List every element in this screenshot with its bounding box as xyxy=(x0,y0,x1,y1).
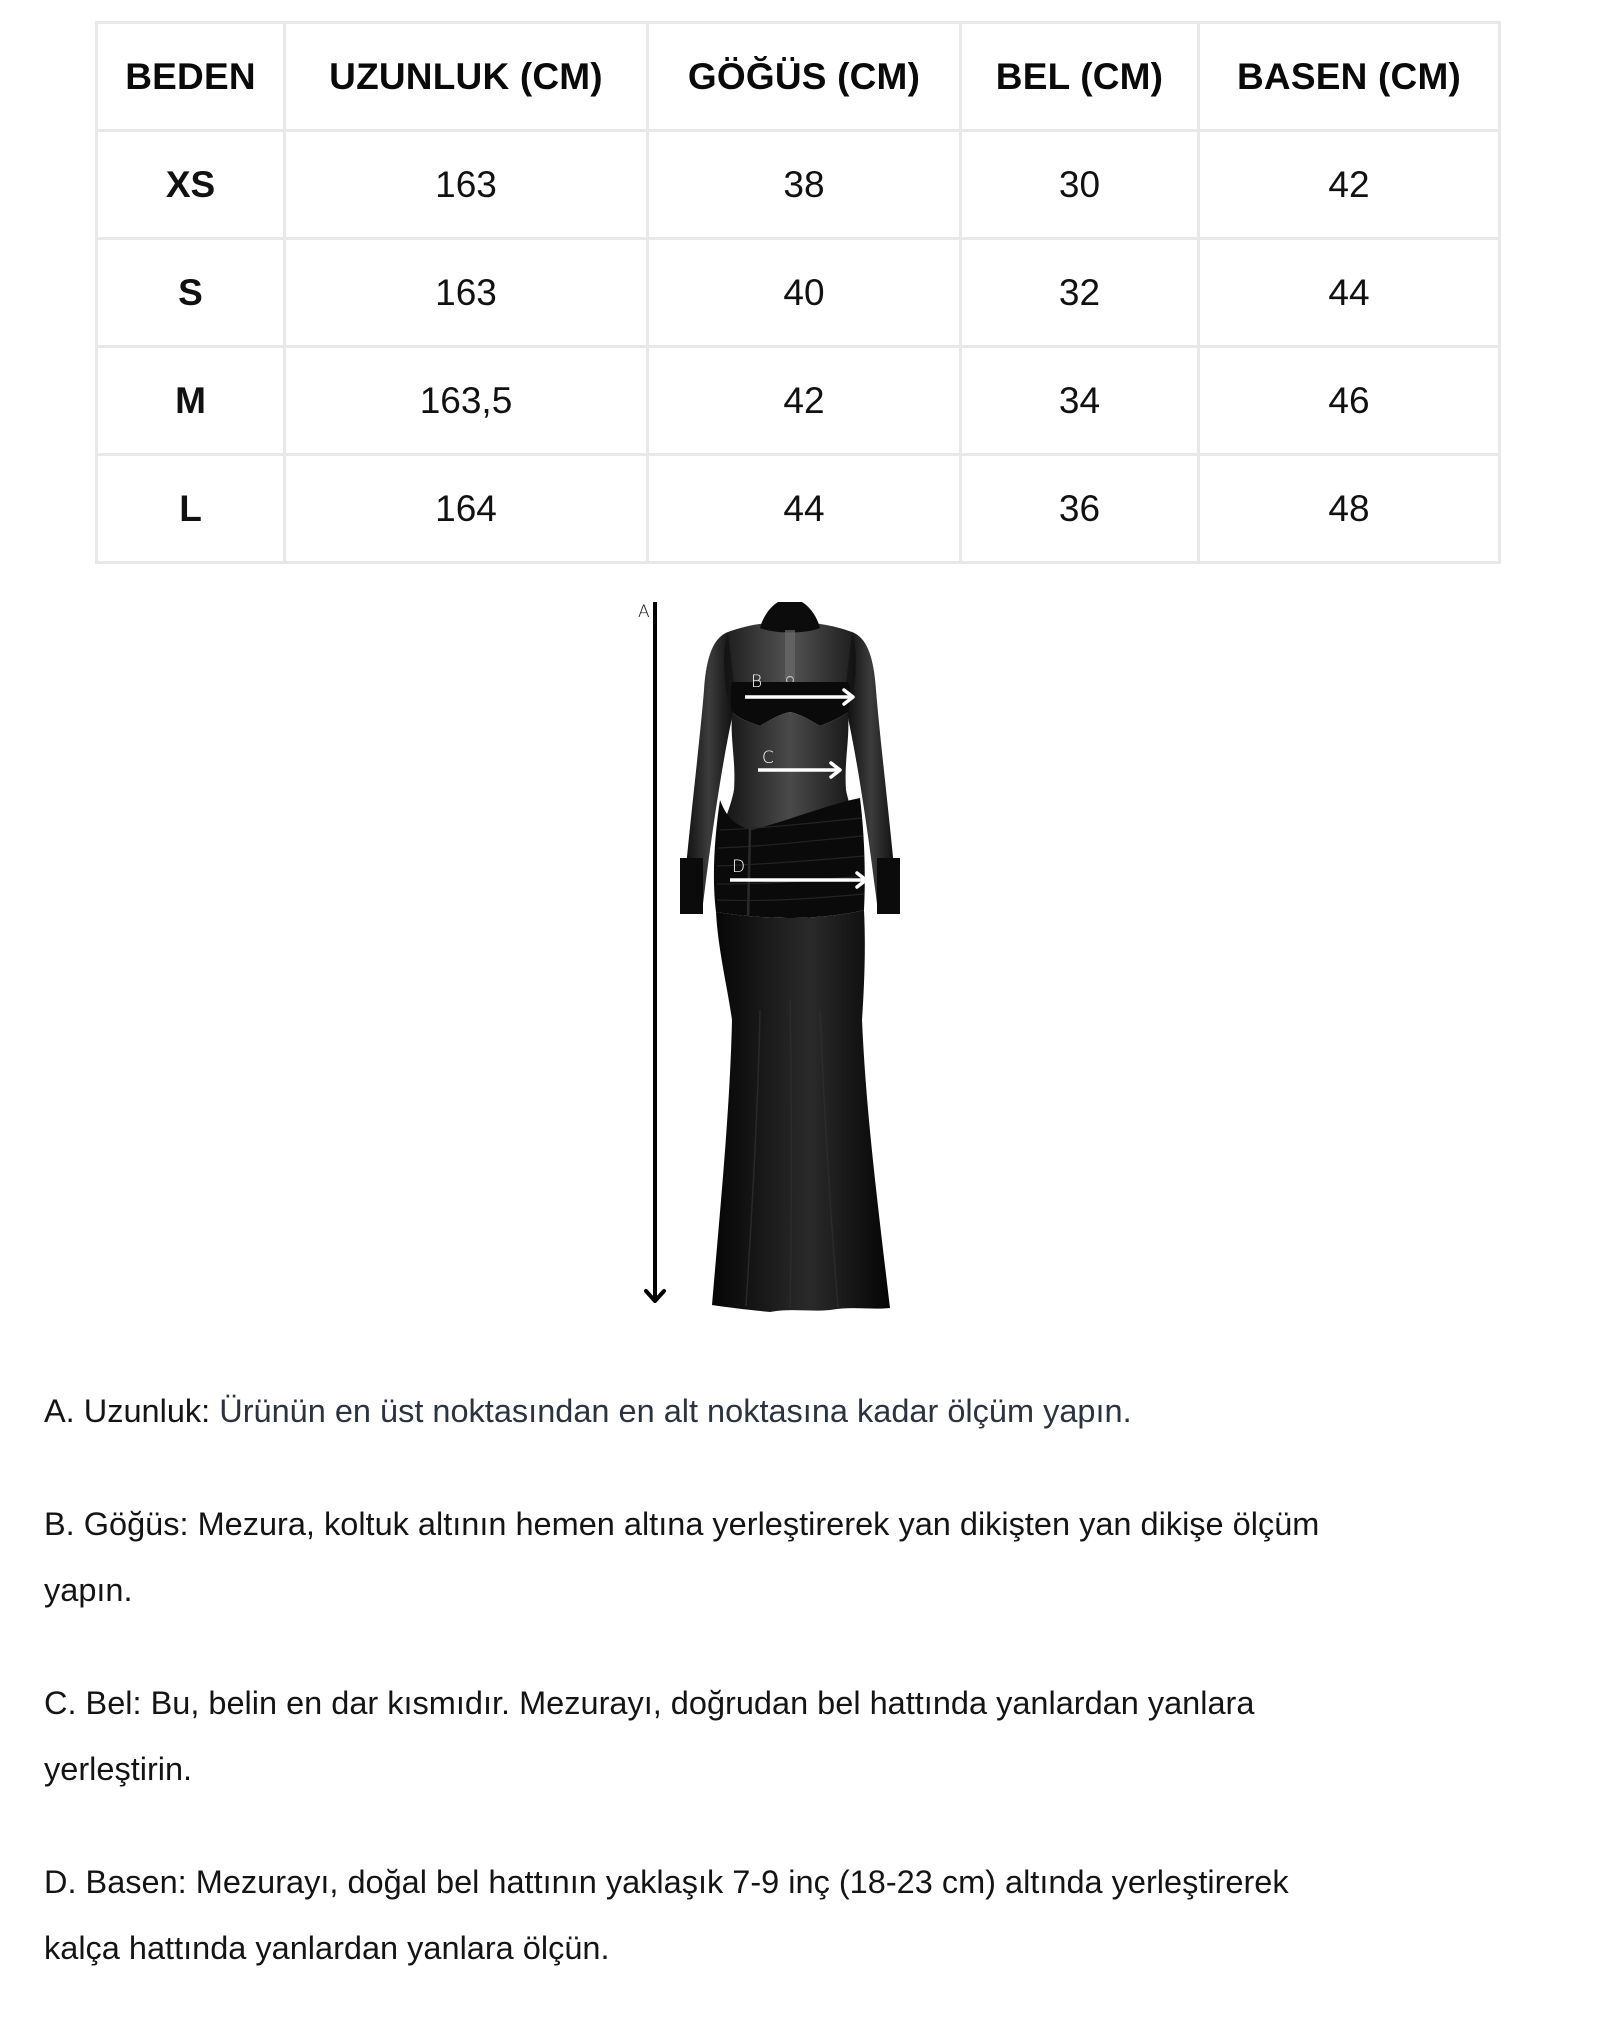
bel-cell: 36 xyxy=(961,455,1199,563)
dress-measurement-figure xyxy=(620,590,960,1340)
size-cell: M xyxy=(97,347,285,455)
header-beden: BEDEN xyxy=(97,23,285,131)
basen-cell: 44 xyxy=(1199,239,1500,347)
header-gogus: GÖĞÜS (CM) xyxy=(648,23,961,131)
instruction-text-cont: yerleştirin. xyxy=(44,1751,193,1787)
bel-cell: 30 xyxy=(961,131,1199,239)
gogus-cell: 40 xyxy=(648,239,961,347)
collar xyxy=(760,602,820,633)
table-row xyxy=(97,347,1500,455)
instruction-term: B. Göğüs: xyxy=(44,1506,189,1542)
measurement-instructions xyxy=(44,1378,1584,2028)
header-basen: BASEN (CM) xyxy=(1199,23,1500,131)
gogus-cell: 38 xyxy=(648,131,961,239)
header-uzunluk: UZUNLUK (CM) xyxy=(285,23,648,131)
label-c: C xyxy=(762,748,774,768)
instruction-text-cont: yapın. xyxy=(44,1572,133,1608)
instruction-text: Ürünün en üst noktasından en alt noktasına kadar ölçüm yapın. xyxy=(219,1393,1132,1429)
header-bel: BEL (CM) xyxy=(961,23,1199,131)
size-cell: S xyxy=(97,239,285,347)
basen-cell: 42 xyxy=(1199,131,1500,239)
instruction-term: C. Bel: xyxy=(44,1685,142,1721)
size-cell: L xyxy=(97,455,285,563)
uzunluk-cell: 163 xyxy=(285,131,648,239)
instruction-d-basen xyxy=(44,1849,1584,1981)
instruction-term: D. Basen: xyxy=(44,1864,187,1900)
instruction-b-gogus xyxy=(44,1491,1584,1623)
uzunluk-cell: 164 xyxy=(285,455,648,563)
instruction-text-cont: kalça hattında yanlardan yanlara ölçün. xyxy=(44,1930,610,1966)
table-header-row xyxy=(97,23,1500,131)
instruction-term: A. Uzunluk: xyxy=(44,1393,211,1429)
instruction-a-uzunluk xyxy=(44,1378,1584,1444)
instruction-text: Bu, belin en dar kısmıdır. Mezurayı, doğrudan bel hattında yanlardan yanlara xyxy=(150,1685,1255,1721)
uzunluk-cell: 163 xyxy=(285,239,648,347)
table-row xyxy=(97,455,1500,563)
bel-cell: 34 xyxy=(961,347,1199,455)
skirt xyxy=(712,910,890,1312)
dress-illustration xyxy=(620,590,960,1340)
label-b: B xyxy=(751,672,763,692)
label-d: D xyxy=(732,857,746,877)
size-cell: XS xyxy=(97,131,285,239)
instruction-c-bel xyxy=(44,1670,1584,1802)
table-row xyxy=(97,239,1500,347)
basen-cell: 48 xyxy=(1199,455,1500,563)
bel-cell: 32 xyxy=(961,239,1199,347)
uzunluk-cell: 163,5 xyxy=(285,347,648,455)
label-a: A xyxy=(638,602,650,622)
gogus-cell: 42 xyxy=(648,347,961,455)
table-row xyxy=(97,131,1500,239)
gogus-cell: 44 xyxy=(648,455,961,563)
instruction-text: Mezura, koltuk altının hemen altına yerleştirerek yan dikişten yan dikişe ölçüm xyxy=(197,1506,1320,1542)
basen-cell: 46 xyxy=(1199,347,1500,455)
size-chart-table xyxy=(95,21,1501,564)
instruction-text: Mezurayı, doğal bel hattının yaklaşık 7-9 inç (18-23 cm) altında yerleştirerek xyxy=(195,1864,1289,1900)
